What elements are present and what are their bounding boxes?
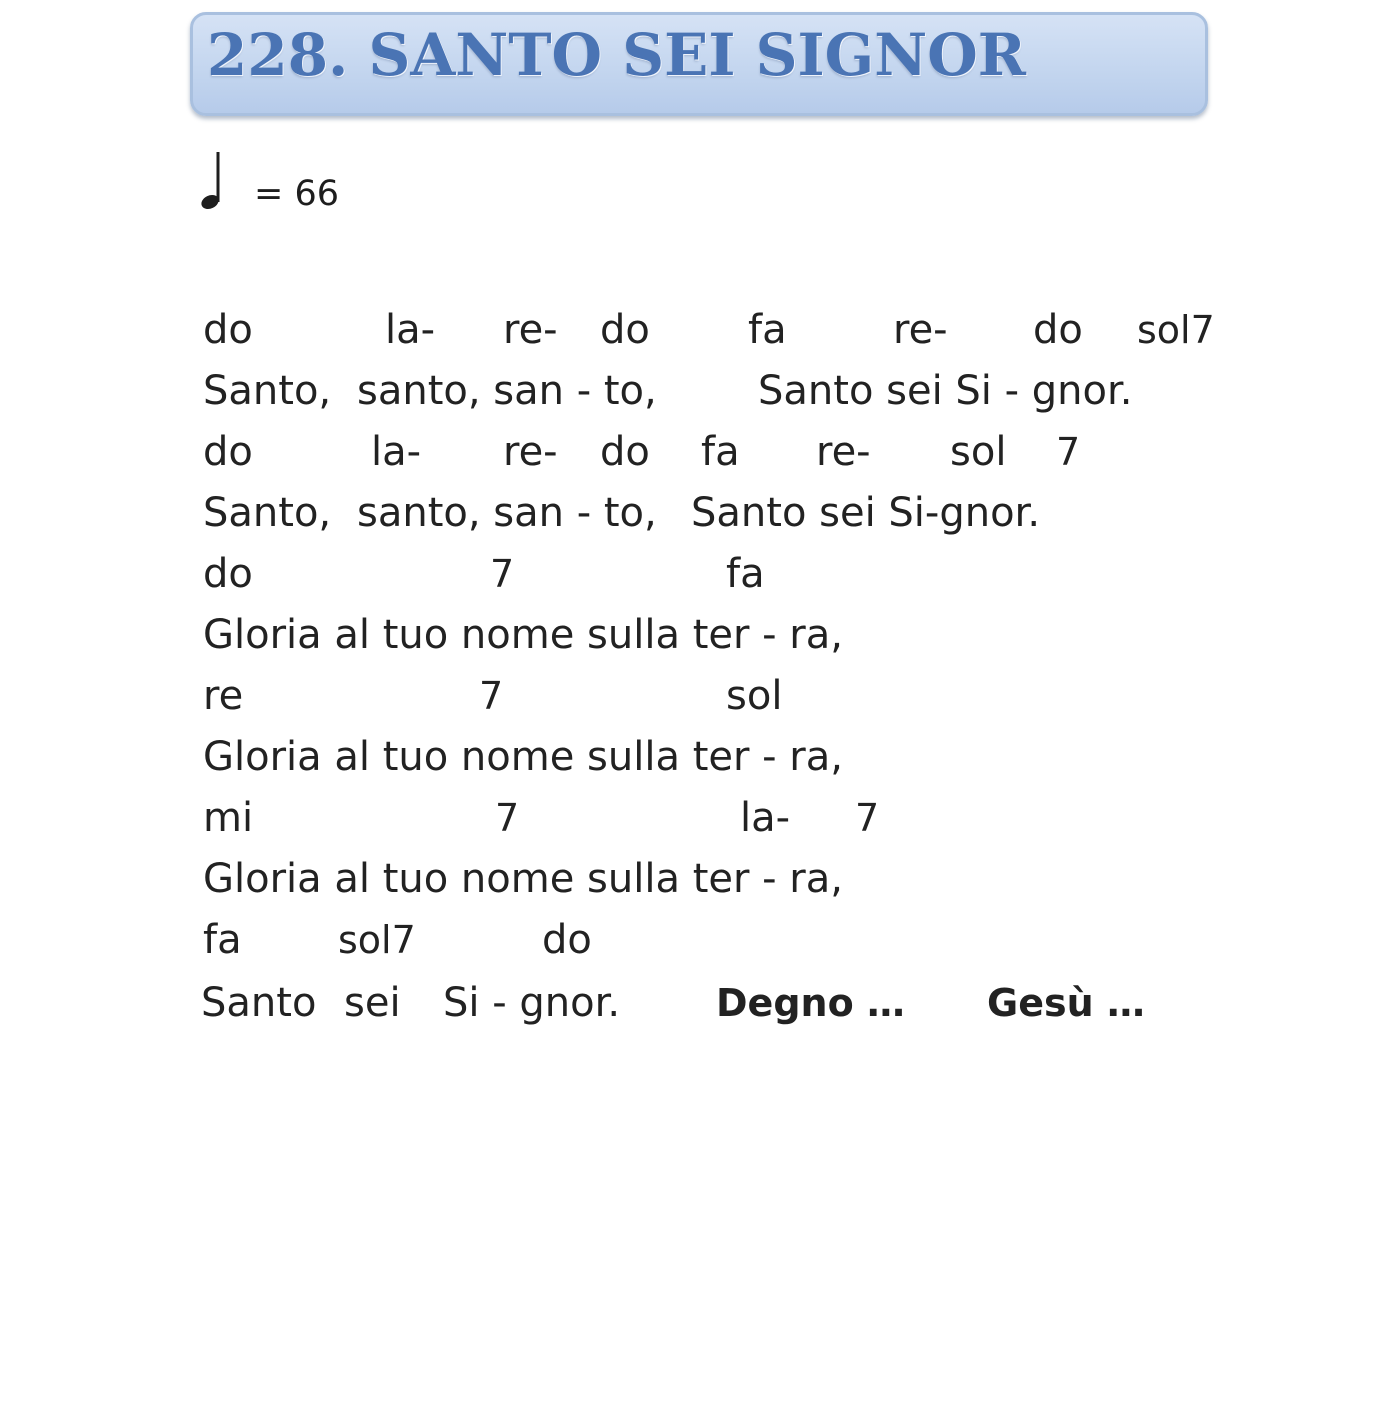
chord: re- — [503, 307, 558, 353]
chord: sol7 — [338, 918, 416, 962]
chord-line — [0, 549, 1396, 609]
lyric: Santo sei Si-gnor. — [691, 490, 1041, 536]
tempo-value: = 66 — [254, 174, 339, 214]
lyric: santo, san - to, — [357, 490, 657, 536]
lyric-line — [0, 854, 1396, 914]
chord: mi — [203, 795, 254, 841]
chord: 7 — [490, 552, 515, 596]
lyric: Santo, — [203, 490, 332, 536]
chord: fa — [726, 551, 765, 597]
chord-line — [0, 305, 1396, 365]
chord: re- — [503, 429, 558, 475]
lyric: Si - gnor. — [443, 980, 621, 1026]
chord: 7 — [855, 796, 880, 840]
chord: re- — [816, 429, 871, 475]
chord: sol7 — [1137, 308, 1215, 352]
chord: la- — [385, 307, 436, 353]
lyric: santo, san - to, — [357, 368, 657, 414]
chord: sol — [950, 429, 1007, 475]
lyric: Gloria al tuo nome sulla ter - ra, — [203, 856, 843, 902]
chord-line — [0, 915, 1396, 975]
song-title: 228. SANTO SEI SIGNOR — [207, 21, 1026, 89]
chord: do — [203, 429, 253, 475]
chord: do — [600, 307, 650, 353]
lyric: Santo sei Si - gnor. — [758, 368, 1133, 414]
chord: la- — [371, 429, 422, 475]
chord-line — [0, 427, 1396, 487]
lyric-line — [0, 488, 1396, 548]
chord: do — [542, 917, 592, 963]
chord: re — [203, 673, 244, 719]
chord: re- — [893, 307, 948, 353]
quarter-note-icon — [198, 150, 238, 216]
lyric-cue: Gesù … — [987, 981, 1145, 1025]
chord: fa — [748, 307, 787, 353]
lyric: Gloria al tuo nome sulla ter - ra, — [203, 734, 843, 780]
chord: fa — [203, 917, 242, 963]
chord: do — [203, 551, 253, 597]
lyric-line — [0, 610, 1396, 670]
chord: 7 — [479, 674, 504, 718]
chord: sol — [726, 673, 783, 719]
tempo-marking — [198, 150, 398, 220]
chord: do — [600, 429, 650, 475]
chord: 7 — [1056, 430, 1081, 474]
lyric: Santo — [201, 980, 317, 1026]
title-banner — [190, 12, 1208, 116]
chord: la- — [740, 795, 791, 841]
chord-line — [0, 671, 1396, 731]
lyric-line — [0, 732, 1396, 792]
chord: do — [1033, 307, 1083, 353]
lyric-cue: Degno … — [716, 981, 905, 1025]
chord: do — [203, 307, 253, 353]
chord: 7 — [495, 796, 520, 840]
lyric-line — [0, 366, 1396, 426]
chord-line — [0, 793, 1396, 853]
lyric: Gloria al tuo nome sulla ter - ra, — [203, 612, 843, 658]
lyric: sei — [344, 980, 401, 1026]
lyric-line — [0, 978, 1396, 1038]
lyric: Santo, — [203, 368, 332, 414]
chord: fa — [701, 429, 740, 475]
